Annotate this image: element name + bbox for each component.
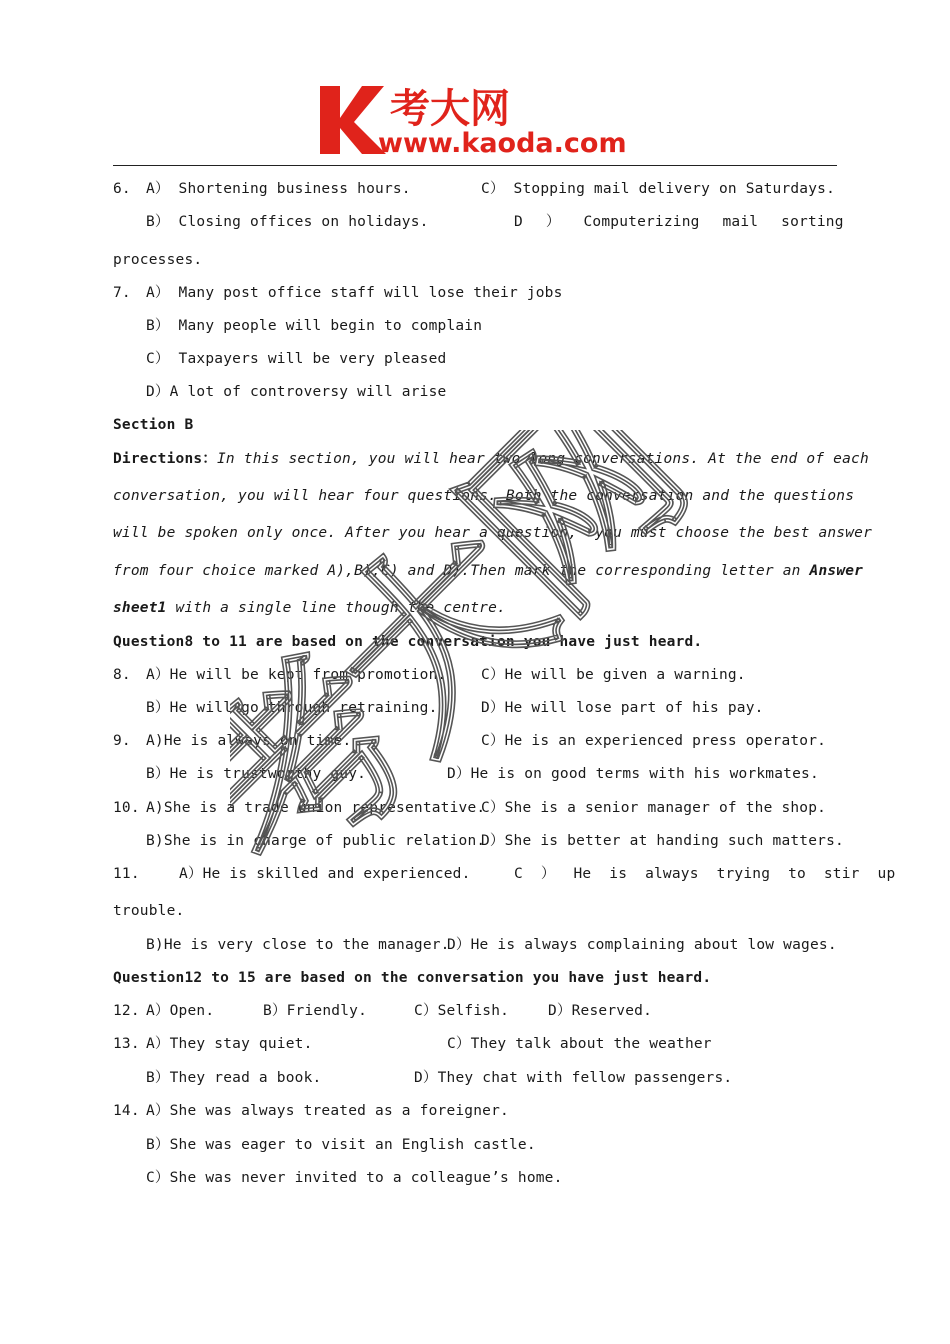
section-b-title: Section B <box>113 417 194 433</box>
q12-option-c: C）Selfish. <box>414 1003 510 1019</box>
q11-option-a: A）He is skilled and experienced. <box>179 866 471 882</box>
conversation-1-heading: Question8 to 11 are based on the conversation you have just heard. <box>113 634 703 650</box>
q10-option-b: B)She is in charge of public relation. <box>146 833 486 849</box>
directions-line-3: will be spoken only once. After you hear a question, you must choose the best answer <box>113 525 873 541</box>
q13-option-c: C）They talk about the weather <box>447 1036 712 1052</box>
q11-option-d: D）He is always complaining about low wages. <box>447 937 837 953</box>
q14-number: 14. <box>113 1103 140 1119</box>
directions-text-5: with a single line though the centre. <box>166 600 506 616</box>
directions-text-4: from four choice marked A),B),C) and D).Then mark the corresponding letter an <box>113 563 801 579</box>
kaoda-logo <box>318 78 638 158</box>
q8-option-a: A）He will be kept from promotion. <box>146 667 447 683</box>
q11-option-c-wrap: trouble. <box>113 903 185 919</box>
answer-sheet-label-a: Answer <box>809 563 864 579</box>
q10-number: 10. <box>113 800 140 816</box>
directions-line-4 <box>113 561 863 581</box>
directions-text-1: In this section, you will hear two long conversations. At the end of each <box>217 451 869 467</box>
q10-option-d: D）She is better at handing such matters. <box>481 833 844 849</box>
q12-number: 12. <box>113 1003 140 1019</box>
q6-option-d: D ） Computerizing mail sorting <box>514 214 844 230</box>
q14-option-a: A）She was always treated as a foreigner. <box>146 1103 509 1119</box>
q13-option-b: B）They read a book. <box>146 1070 322 1086</box>
q7-number: 7. <box>113 285 131 301</box>
svg-text:考大网: 考大网 <box>230 430 723 923</box>
q6-option-d-wrap: processes. <box>113 252 203 268</box>
q13-option-a: A）They stay quiet. <box>146 1036 313 1052</box>
q9-option-b: B）He is trustworthy guy. <box>146 766 367 782</box>
directions-label: Directions： <box>113 451 217 467</box>
header-rule <box>113 165 837 166</box>
q10-option-a: A)She is a trade union representative. <box>146 800 486 816</box>
q14-option-b: B）She was eager to visit an English castle. <box>146 1137 536 1153</box>
q6-option-a: A） Shortening business hours. <box>146 181 411 197</box>
q11-option-c: C ） He is always trying to stir up <box>514 866 896 882</box>
q6-option-b: B） Closing offices on holidays. <box>146 214 429 230</box>
directions-line-1 <box>113 449 869 469</box>
directions-line-2: conversation, you will hear four questions. Both the conversation and the questions <box>113 488 855 504</box>
conversation-2-heading: Question12 to 15 are based on the conversation you have just heard. <box>113 970 712 986</box>
q6-number: 6. <box>113 181 131 197</box>
q11-option-b: B)He is very close to the manager. <box>146 937 450 953</box>
q7-option-a: A） Many post office staff will lose their jobs <box>146 285 563 301</box>
q11-number: 11. <box>113 866 140 882</box>
answer-sheet-label-b: sheet1 <box>113 600 167 616</box>
q14-option-c: C）She was never invited to a colleague’s home. <box>146 1170 563 1186</box>
q8-option-d: D）He will lose part of his pay. <box>481 700 764 716</box>
q6-option-c: C） Stopping mail delivery on Saturdays. <box>481 181 836 197</box>
q12-option-d: D）Reserved. <box>548 1003 652 1019</box>
q8-option-c: C）He will be given a warning. <box>481 667 746 683</box>
q7-option-d: D）A lot of controversy will arise <box>146 384 447 400</box>
directions-line-5 <box>113 598 506 618</box>
q8-option-b: B）He will go through retraining. <box>146 700 438 716</box>
q7-option-c: C） Taxpayers will be very pleased <box>146 351 447 367</box>
q10-option-c: C）She is a senior manager of the shop. <box>481 800 827 816</box>
q9-option-a: A)He is always on time. <box>146 733 352 749</box>
q13-option-d: D）They chat with fellow passengers. <box>414 1070 733 1086</box>
svg-text:www.kaoda.com: www.kaoda.com <box>378 128 627 158</box>
q9-number: 9. <box>113 733 131 749</box>
q7-option-b: B） Many people will begin to complain <box>146 318 483 334</box>
q9-option-c: C）He is an experienced press operator. <box>481 733 827 749</box>
q8-number: 8. <box>113 667 131 683</box>
q13-number: 13. <box>113 1036 140 1052</box>
q12-option-a: A）Open. <box>146 1003 215 1019</box>
svg-text:考大网: 考大网 <box>390 86 510 132</box>
q12-option-b: B）Friendly. <box>263 1003 367 1019</box>
q9-option-d: D）He is on good terms with his workmates. <box>447 766 819 782</box>
